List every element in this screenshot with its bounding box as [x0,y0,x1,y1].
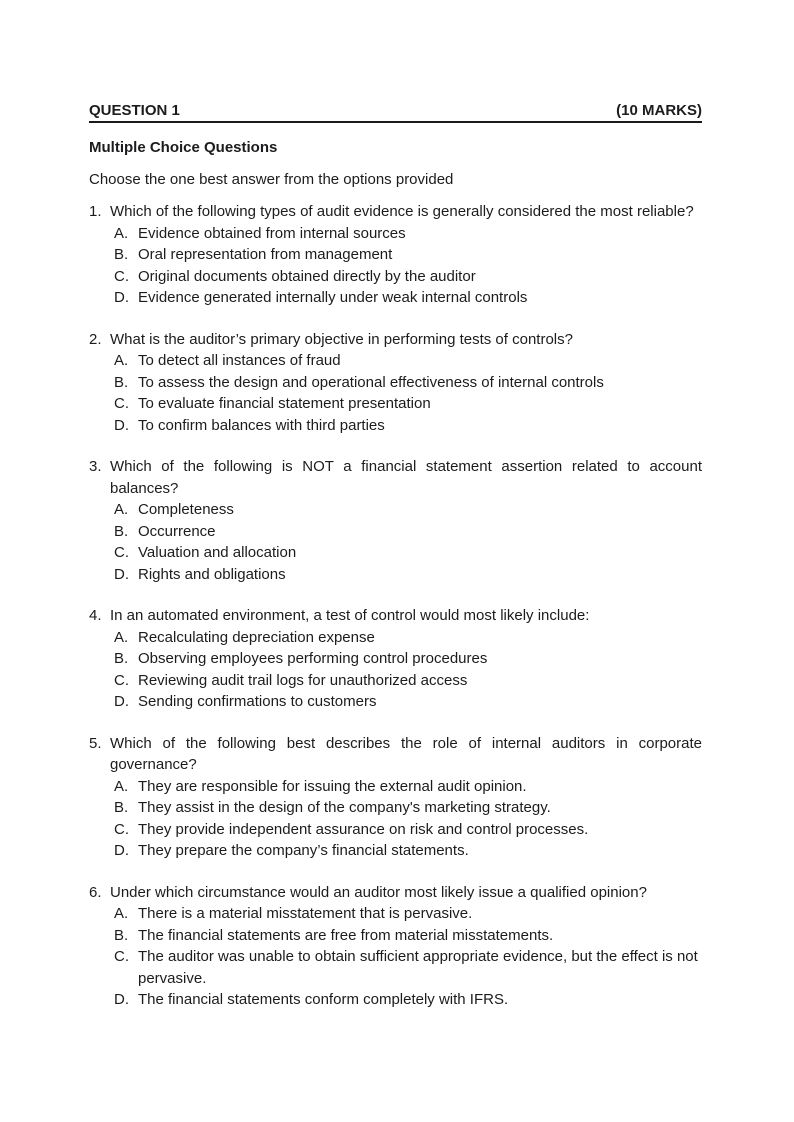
question-body [110,456,702,585]
option-letter: A. [114,628,129,646]
question-stem: What is the auditor’s primary objective in performing tests of controls? [110,330,573,348]
option-text: To evaluate financial statement presentation [138,395,431,412]
question-number: 2. [89,330,102,348]
option-row [110,627,702,649]
option-letter: C. [114,267,129,285]
option-letter: B. [114,246,129,263]
question-item-2 [89,329,702,437]
option-text: Sending confirmations to customers [138,693,377,710]
question-item-1 [89,201,702,309]
question-item-3 [89,456,702,585]
question-body [110,329,702,437]
question-number: 6. [89,883,102,901]
option-letter: C. [114,395,129,412]
question-header [89,102,702,123]
option-text: Valuation and allocation [138,544,297,561]
option-text: They assist in the design of the company's marketing strategy. [138,799,551,816]
option-letter: A. [114,352,129,369]
question-stem: Which of the following types of audit evidence is generally considered the most reliable? [110,203,694,220]
option-text: Occurrence [138,522,216,540]
question-number: 4. [89,607,102,624]
option-text: The auditor was unable to obtain sufficient appropriate evidence, but the effect is not pervasive. [138,948,698,987]
option-letter: C. [114,948,129,965]
option-row [110,499,702,521]
option-row [110,989,702,1011]
question-item-5 [89,733,702,862]
option-letter: C. [114,671,129,689]
question-body [110,201,702,309]
option-letter: A. [114,905,129,922]
option-text: They prepare the company’s financial statements. [138,842,469,859]
option-letter: D. [114,842,129,859]
option-text: To detect all instances of fraud [138,352,341,369]
section-heading: Multiple Choice Questions [89,139,278,156]
option-text: Evidence generated internally under weak internal controls [138,289,528,306]
option-row [110,287,702,309]
option-text: Recalculating depreciation expense [138,628,375,646]
question-body [110,605,702,713]
option-letter: B. [114,926,129,944]
option-text: Reviewing audit trail logs for unauthorized access [138,671,468,689]
option-letter: D. [114,289,129,306]
option-row [110,542,702,564]
option-row [110,372,702,394]
option-text: The financial statements are free from material misstatements. [138,926,554,944]
option-text: There is a material misstatement that is pervasive. [138,905,473,922]
option-row [110,776,702,798]
option-row [110,223,702,245]
question-stem: Which of the following best describes the role of internal auditors in corporate governance? [110,734,702,773]
question-stem: In an automated environment, a test of control would most likely include: [110,607,590,624]
option-row [110,648,702,670]
question-stem: Which of the following is NOT a financial statement assertion related to account balances? [110,458,702,497]
option-row [110,244,702,266]
option-row [110,691,702,713]
question-title: QUESTION 1 [89,102,180,119]
option-letter: D. [114,416,129,434]
option-row [110,946,702,989]
question-number: 1. [89,203,102,220]
question-item-6 [89,882,702,1011]
option-row [110,266,702,288]
question-number: 5. [89,734,102,752]
option-letter: B. [114,373,129,391]
question-number: 3. [89,458,102,475]
option-text: Oral representation from management [138,246,393,263]
option-row [110,521,702,543]
option-letter: D. [114,991,129,1008]
question-body [110,733,702,862]
option-row [110,819,702,841]
question-stem: Under which circumstance would an auditor most likely issue a qualified opinion? [110,883,647,901]
option-row [110,350,702,372]
option-text: To assess the design and operational effectiveness of internal controls [138,373,604,391]
option-letter: A. [114,224,129,242]
option-letter: A. [114,501,129,518]
option-row [110,840,702,862]
option-letter: A. [114,777,129,795]
option-text: Rights and obligations [138,565,286,583]
option-row [110,797,702,819]
option-letter: C. [114,544,129,561]
question-marks: (10 MARKS) [616,102,702,119]
option-letter: B. [114,799,129,816]
instruction-text: Choose the one best answer from the options provided [89,170,454,188]
option-text: They are responsible for issuing the external audit opinion. [138,777,527,795]
option-letter: D. [114,565,129,583]
option-letter: C. [114,820,129,838]
option-row [110,670,702,692]
option-row [110,415,702,437]
option-text: To confirm balances with third parties [138,416,385,434]
option-text: Observing employees performing control procedures [138,650,488,667]
option-text: Completeness [138,501,234,518]
option-row [110,903,702,925]
option-letter: B. [114,650,129,667]
option-row [110,393,702,415]
option-row [110,564,702,586]
option-row [110,925,702,947]
option-letter: D. [114,693,129,710]
question-body [110,882,702,1011]
option-text: Evidence obtained from internal sources [138,224,406,242]
option-text: The financial statements conform completely with IFRS. [138,991,509,1008]
option-text: They provide independent assurance on risk and control processes. [138,820,589,838]
option-text: Original documents obtained directly by the auditor [138,267,476,285]
option-letter: B. [114,522,129,540]
question-item-4 [89,605,702,713]
question-list [89,201,702,1011]
